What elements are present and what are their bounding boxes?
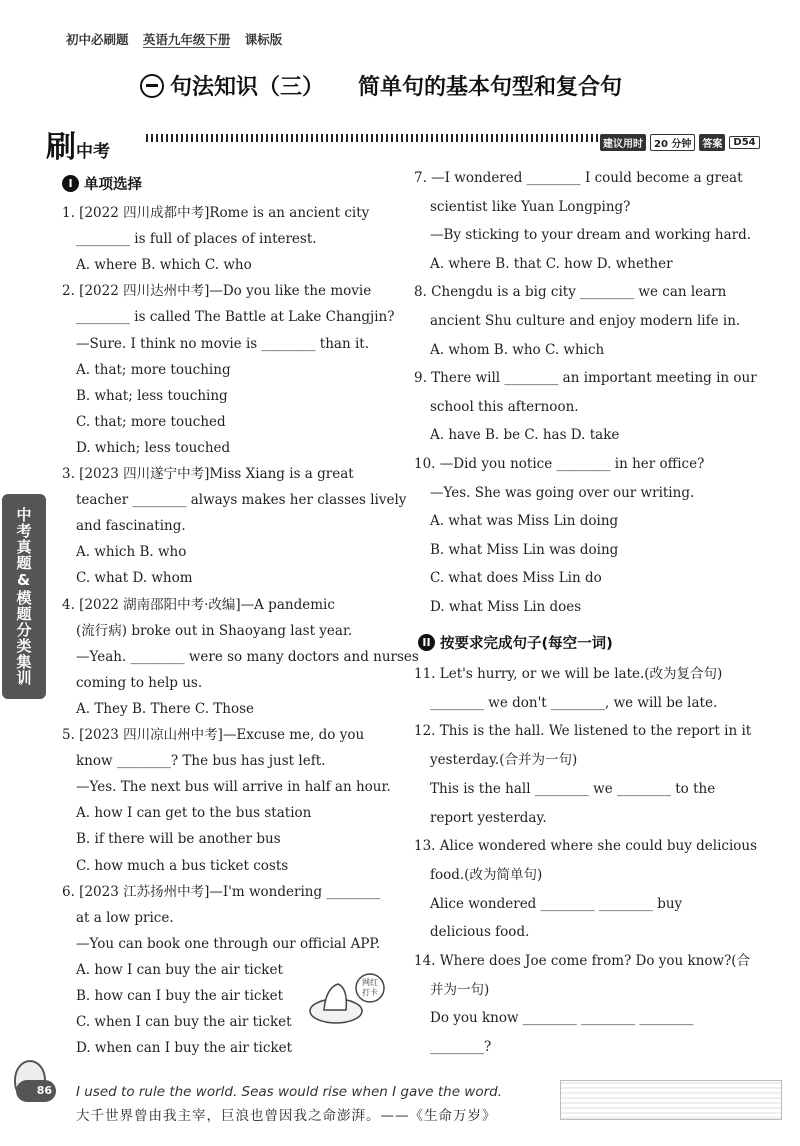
question-line: A. what was Miss Lin doing: [430, 513, 619, 530]
section-title: 单项选择: [84, 177, 142, 193]
question-line: yesterday.(合并为一句): [430, 752, 578, 769]
question-line: C. what does Miss Lin do: [430, 570, 602, 587]
section-number: I: [62, 175, 79, 192]
question-line: (流行病) broke out in Shaoyang last year.: [76, 622, 353, 639]
footer-quote-en: I used to rule the world. Seas would rise when I gave the word.: [76, 1084, 503, 1100]
question-line: school this afternoon.: [430, 398, 579, 415]
question-line: Do you know ________ ________ ________: [430, 1010, 694, 1027]
question-line: report yesterday.: [430, 809, 547, 826]
question-line: ________ we don't ________, we will be late.: [430, 694, 718, 711]
question-line: D. what Miss Lin does: [430, 599, 582, 615]
question-line: A. how I can get to the bus station: [76, 805, 312, 822]
question-line: B. what; less touching: [76, 387, 228, 404]
question-line: A. where B. that C. how D. whether: [430, 255, 673, 272]
question-line: D. which; less touched: [76, 439, 231, 456]
question-line: 4. [2022 湖南邵阳中考·改编]—A pandemic: [62, 596, 335, 613]
side-tab: 中考真题&模题分类集训: [2, 494, 46, 699]
question-line: 5. [2023 四川凉山州中考]—Excuse me, do you: [62, 727, 365, 743]
question-line: 7. —I wondered ________ I could become a great: [414, 170, 743, 186]
question-line: —Yes. The next bus will arrive in half an hour.: [76, 779, 391, 796]
question-line: —Yes. She was going over our writing.: [430, 484, 695, 501]
subject-name: 英语九年级下册: [142, 32, 231, 47]
question-line: coming to help us.: [76, 674, 203, 691]
timing-value: 20 分钟: [650, 134, 695, 151]
cartoon-stamp-icon: [286, 966, 386, 1026]
question-line: food.(改为简单句): [430, 866, 543, 883]
question-line: —You can book one through our official APP.: [76, 935, 381, 952]
question-line: —Sure. I think no movie is ________ than it.: [76, 335, 369, 352]
question-line: know ________? The bus has just left.: [76, 753, 326, 770]
question-line: ________ is called The Battle at Lake Changjin?: [76, 309, 395, 326]
question-line: 2. [2022 四川达州中考]—Do you like the movie: [62, 283, 372, 300]
stamp-text-1: 网红: [362, 978, 378, 987]
question-line: —Yeah. ________ were so many doctors and nurses: [76, 648, 419, 665]
answer-code: D54: [729, 136, 759, 149]
footer-decoration: [560, 1080, 782, 1120]
dotted-divider: [146, 134, 598, 142]
question-line: 12. This is the hall. We listened to the report in it: [414, 723, 752, 740]
question-line: A. They B. There C. Those: [76, 700, 255, 717]
title-main: 句法知识（三）: [170, 75, 325, 100]
question-line: B. what Miss Lin was doing: [430, 541, 619, 558]
question-line: ancient Shu culture and enjoy modern life in.: [430, 313, 741, 329]
question-line: 14. Where does Joe come from? Do you know?(合: [414, 953, 751, 969]
question-line: A. which B. who: [76, 544, 187, 561]
question-line: ________?: [430, 1039, 492, 1056]
question-line: —By sticking to your dream and working hard.: [430, 227, 752, 244]
timing-label: 建议用时: [600, 134, 646, 151]
question-line: 并为一句): [430, 981, 490, 998]
title-sub: 简单句的基本句型和复合句: [358, 75, 623, 100]
question-line: C. when I can buy the air ticket: [76, 1014, 292, 1031]
section-heading-2: [418, 632, 613, 653]
question-line: A. have B. be C. has D. take: [430, 427, 620, 444]
question-line: 8. Chengdu is a big city ________ we can learn: [414, 284, 727, 301]
question-line: 1. [2022 四川成都中考]Rome is an ancient city: [62, 205, 370, 221]
edition-name: 课标版: [244, 32, 283, 47]
question-line: A. whom B. who C. which: [430, 341, 605, 358]
footer-quote-zh: 大千世界曾由我主宰，巨浪也曾因我之命澎湃。——《生命万岁》: [76, 1108, 497, 1124]
section-heading-1: [62, 173, 142, 194]
question-line: This is the hall ________ we ________ to the: [430, 780, 716, 797]
question-line: 3. [2023 四川遂宁中考]Miss Xiang is a great: [62, 466, 354, 482]
question-line: C. what D. whom: [76, 570, 193, 587]
timing-info: [600, 134, 760, 151]
brand-small: 中考: [76, 142, 110, 162]
stamp-text-2: 打卡: [362, 988, 378, 997]
answer-label: 答案: [699, 134, 725, 151]
series-name: 初中必刷题: [66, 32, 129, 47]
question-line: 6. [2023 江苏扬州中考]—I'm wondering ________: [62, 883, 381, 900]
question-line: B. if there will be another bus: [76, 831, 281, 848]
question-line: delicious food.: [430, 924, 530, 941]
question-line: A. where B. which C. who: [76, 257, 252, 274]
page-header: [66, 30, 292, 48]
brand-mark: [46, 122, 110, 166]
question-line: 9. There will ________ an important meeting in our: [414, 370, 757, 387]
question-line: 10. —Did you notice ________ in her office?: [414, 456, 705, 472]
section-number: II: [418, 634, 435, 651]
question-line: B. how can I buy the air ticket: [76, 988, 284, 1004]
question-line: Alice wondered ________ ________ buy: [430, 895, 683, 912]
question-line: C. how much a bus ticket costs: [76, 857, 289, 874]
question-line: scientist like Yuan Longping?: [430, 198, 631, 215]
question-line: 13. Alice wondered where she could buy delicious: [414, 838, 758, 855]
question-line: 11. Let's hurry, or we will be late.(改为复合句): [414, 666, 723, 682]
question-line: and fascinating.: [76, 518, 186, 535]
question-line: teacher ________ always makes her classes lively: [76, 492, 407, 509]
page-title: [140, 70, 680, 101]
section-title: 按要求完成句子(每空一词): [440, 636, 613, 652]
question-line: C. that; more touched: [76, 413, 226, 430]
question-line: A. how I can buy the air ticket: [76, 961, 283, 978]
page-number: 86: [16, 1080, 56, 1102]
title-icon: [140, 74, 164, 98]
question-line: ________ is full of places of interest.: [76, 231, 317, 248]
brand-big: 刷: [46, 130, 76, 165]
question-line: D. when can I buy the air ticket: [76, 1040, 293, 1057]
question-line: A. that; more touching: [76, 361, 231, 378]
question-line: at a low price.: [76, 909, 174, 926]
